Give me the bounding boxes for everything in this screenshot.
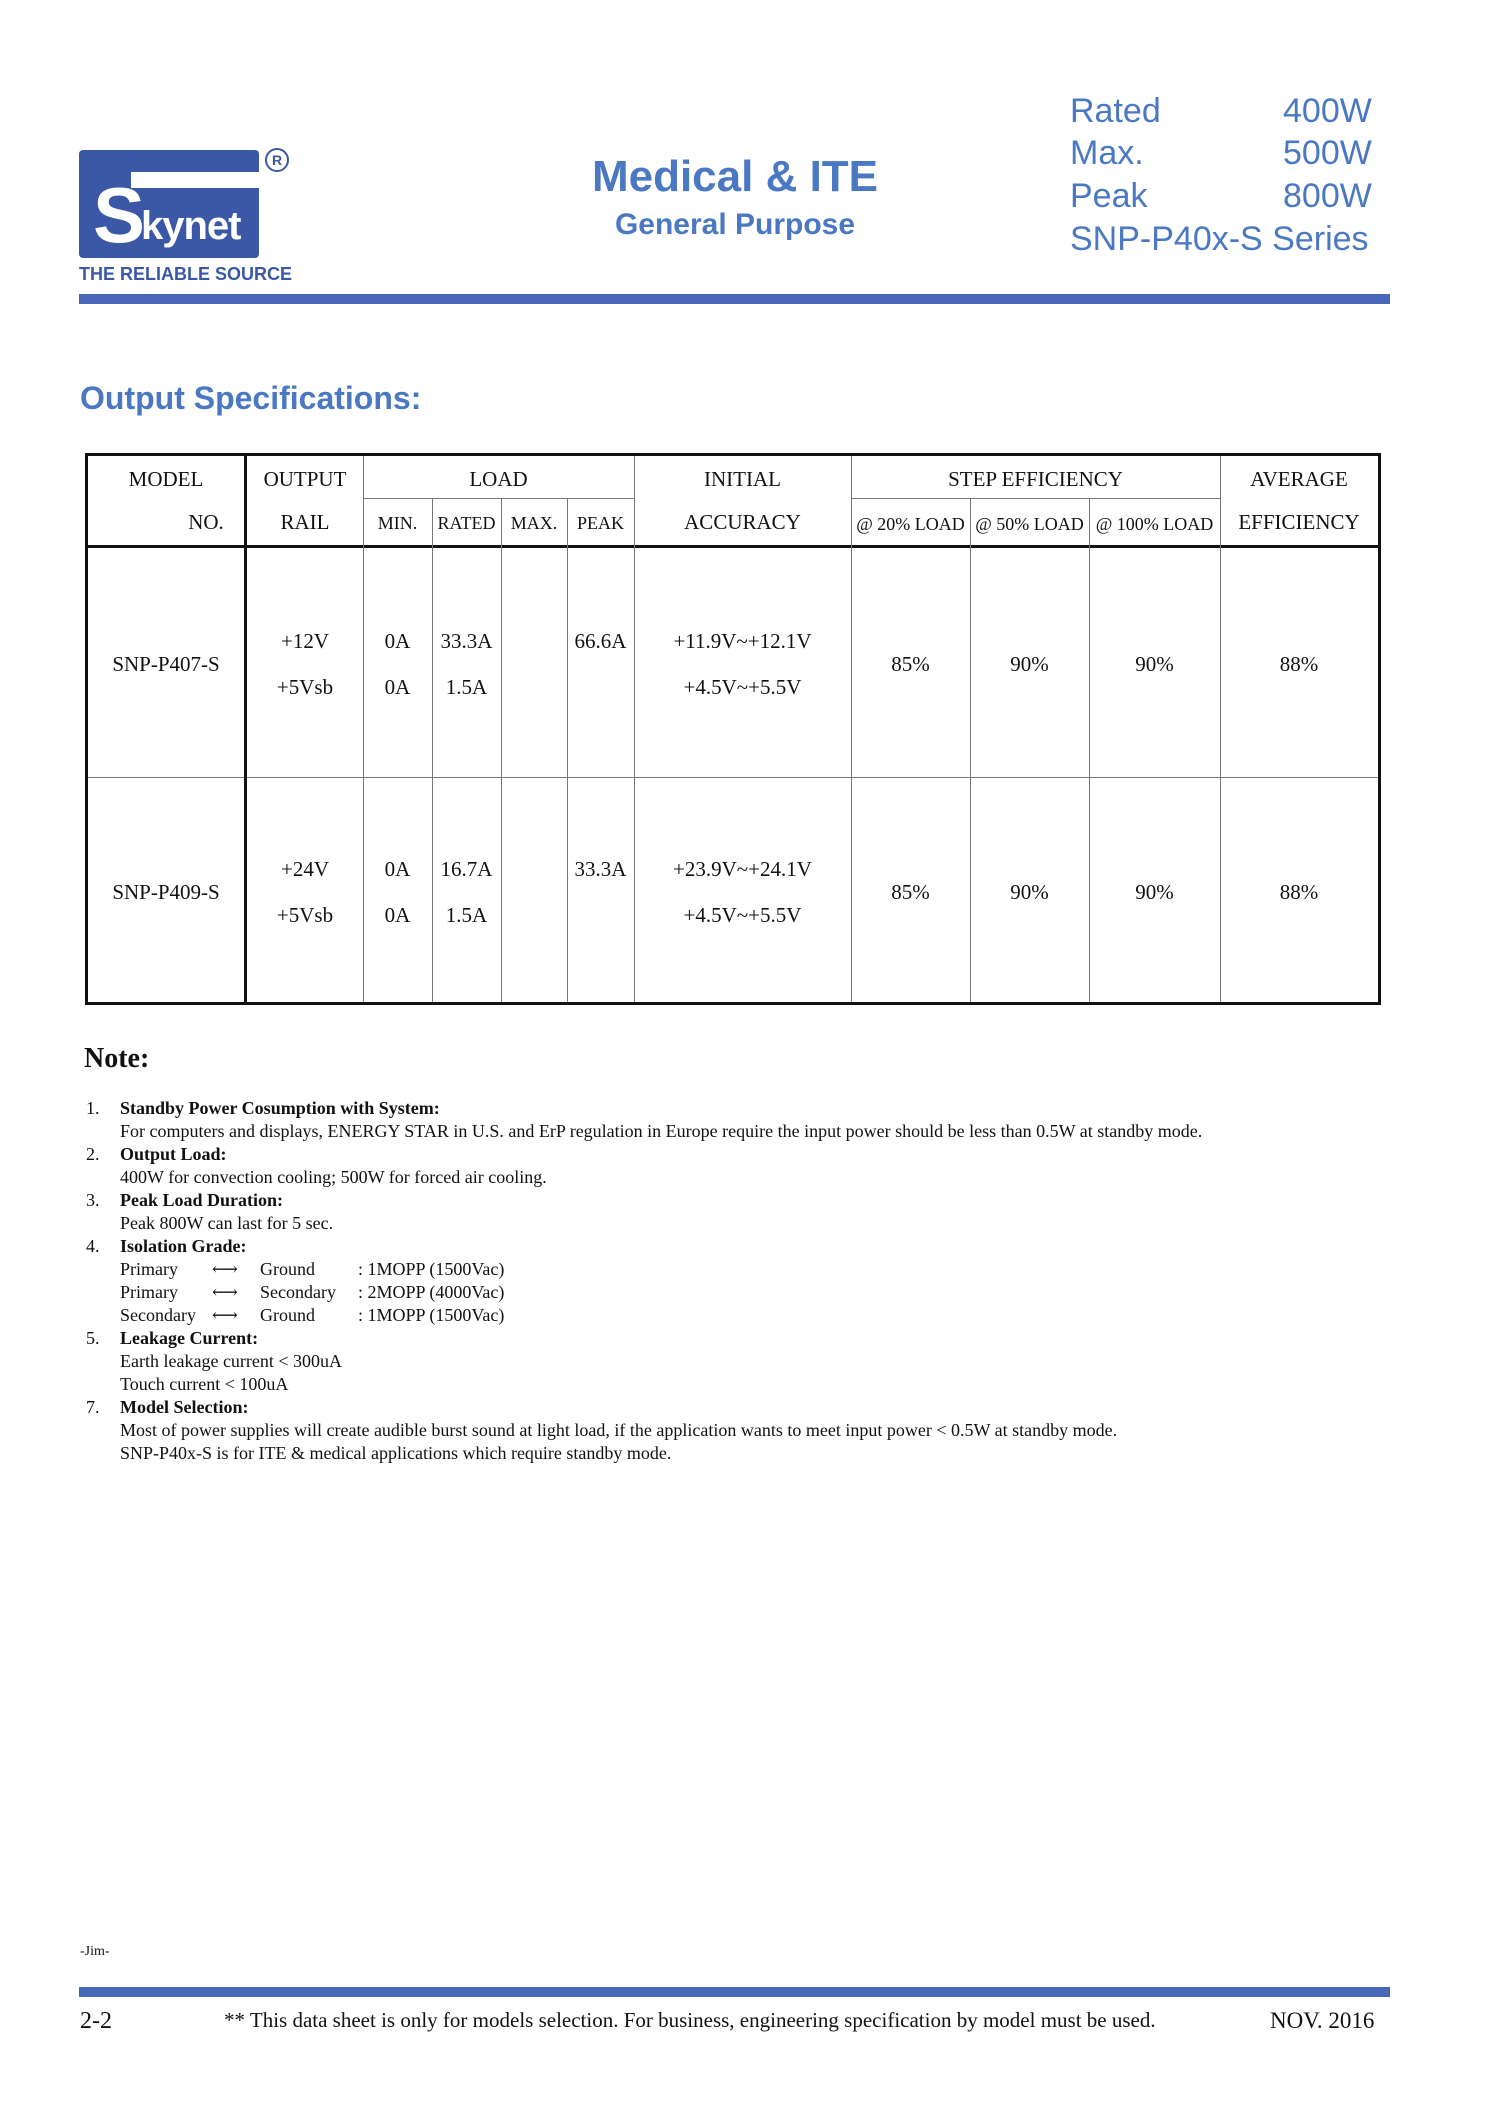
column-divider — [851, 456, 852, 1002]
header-eff-50: @ 50% LOAD — [975, 514, 1084, 534]
note-number: 1. — [86, 1098, 100, 1118]
logo-notch — [131, 172, 259, 188]
header-initial: INITIAL — [704, 467, 781, 491]
load-header-divider — [363, 498, 634, 499]
header-output: OUTPUT — [263, 467, 347, 491]
row-2-eff-50: 90% — [1010, 880, 1049, 904]
row-1-eff-100: 90% — [1135, 652, 1174, 676]
logo-wordmark: kynet — [141, 204, 241, 248]
step-header-divider — [851, 498, 1220, 499]
row-1-rated-2: 1.5A — [445, 675, 488, 699]
isolation-to: Ground — [260, 1305, 315, 1325]
header-min: MIN. — [377, 513, 418, 533]
isolation-from: Primary — [120, 1259, 178, 1279]
page-number: 2-2 — [80, 2008, 112, 2034]
row-2-average: 88% — [1279, 880, 1319, 904]
isolation-to: Secondary — [260, 1282, 336, 1302]
row-2-model: SNP-P409-S — [112, 880, 220, 904]
row-1-rail-1: +12V — [280, 629, 329, 653]
row-1-model: SNP-P407-S — [112, 652, 220, 676]
header-average: AVERAGE — [1250, 467, 1348, 491]
note-title: Model Selection: — [120, 1397, 249, 1417]
row-2-accuracy-1: +23.9V~+24.1V — [673, 857, 812, 881]
skynet-logo — [79, 150, 329, 290]
header-accuracy: ACCURACY — [684, 510, 801, 534]
row-2-rated-1: 16.7A — [440, 857, 493, 881]
section-title: Output Specifications: — [80, 380, 422, 416]
author-signature: -Jim- — [80, 1944, 110, 1959]
footer-divider — [79, 1987, 1390, 1997]
note-number: 5. — [86, 1328, 100, 1348]
row-2-accuracy-2: +4.5V~+5.5V — [683, 903, 802, 927]
note-title: Peak Load Duration: — [120, 1190, 284, 1210]
column-divider — [970, 498, 971, 1002]
note-text: Most of power supplies will create audible burst sound at light load, if the application wants to meet input power < 0.5W at standby mode. — [120, 1420, 1118, 1440]
column-divider — [1220, 456, 1221, 1002]
row-2-eff-20: 85% — [891, 880, 930, 904]
isolation-from: Primary — [120, 1282, 178, 1302]
note-text: 400W for convection cooling; 500W for forced air cooling. — [120, 1167, 547, 1187]
spec-peak-label: Peak — [1070, 177, 1148, 215]
row-1-accuracy-2: +4.5V~+5.5V — [683, 675, 802, 699]
isolation-rating: : 1MOPP (1500Vac) — [358, 1305, 505, 1325]
row-2-min-2: 0A — [384, 903, 411, 927]
isolation-row — [120, 1304, 1386, 1327]
note-number: 2. — [86, 1144, 100, 1164]
header-model-no: NO. — [188, 510, 224, 534]
note-number: 7. — [86, 1397, 100, 1417]
row-2-eff-100: 90% — [1135, 880, 1174, 904]
spec-max-label: Max. — [1070, 134, 1144, 172]
series-name: SNP-P40x-S Series — [1070, 220, 1369, 258]
header-max: MAX. — [510, 513, 558, 533]
row-2-rated-2: 1.5A — [445, 903, 488, 927]
column-divider — [432, 498, 433, 1002]
row-1-rail-2: +5Vsb — [276, 675, 334, 699]
row-2-peak-1: 33.3A — [574, 857, 627, 881]
header-eff-100: @ 100% LOAD — [1095, 514, 1214, 534]
note-item — [86, 1097, 1386, 1143]
notes-list — [86, 1097, 1386, 1465]
note-title: Standby Power Cosumption with System: — [120, 1098, 440, 1118]
note-item — [86, 1396, 1386, 1465]
isolation-row — [120, 1258, 1386, 1281]
note-text: Peak 800W can last for 5 sec. — [120, 1213, 334, 1233]
output-spec-table — [85, 453, 1381, 1005]
column-divider — [567, 498, 568, 1002]
row-1-accuracy-1: +11.9V~+12.1V — [673, 629, 812, 653]
double-arrow-icon: ⟷ — [212, 1305, 238, 1325]
row-1-eff-20: 85% — [891, 652, 930, 676]
note-number: 4. — [86, 1236, 100, 1256]
note-text: SNP-P40x-S is for ITE & medical applications which require standby mode. — [120, 1443, 672, 1463]
page-title: Medical & ITE — [591, 152, 879, 201]
isolation-rating: : 1MOPP (1500Vac) — [358, 1259, 505, 1279]
double-arrow-icon: ⟷ — [212, 1282, 238, 1302]
spec-max-value: 500W — [1283, 134, 1372, 172]
row-2-min-1: 0A — [384, 857, 411, 881]
spec-rated-value: 400W — [1283, 92, 1372, 130]
row-1-min-2: 0A — [384, 675, 411, 699]
isolation-to: Ground — [260, 1259, 315, 1279]
row-1-peak-1: 66.6A — [574, 629, 627, 653]
note-heading: Note: — [84, 1043, 150, 1074]
note-title: Isolation Grade: — [120, 1236, 247, 1256]
isolation-rating: : 2MOPP (4000Vac) — [358, 1282, 505, 1302]
note-item — [86, 1235, 1386, 1327]
header-efficiency: EFFICIENCY — [1238, 510, 1360, 534]
isolation-row — [120, 1281, 1386, 1304]
footer-date: NOV. 2016 — [1270, 2008, 1375, 2033]
row-1-min-1: 0A — [384, 629, 411, 653]
note-item — [86, 1327, 1386, 1396]
header-divider — [79, 294, 1390, 304]
row-1-average: 88% — [1279, 652, 1319, 676]
logo-letter: S — [93, 171, 146, 259]
row-2-rail-1: +24V — [280, 857, 329, 881]
double-arrow-icon: ⟷ — [212, 1259, 238, 1279]
header-step-efficiency: STEP EFFICIENCY — [948, 467, 1123, 491]
header-rail: RAIL — [280, 510, 330, 534]
row-1-eff-50: 90% — [1010, 652, 1049, 676]
note-text: Touch current < 100uA — [120, 1374, 289, 1394]
spec-peak-value: 800W — [1283, 177, 1372, 215]
column-divider — [501, 498, 502, 1002]
header-eff-20: @ 20% LOAD — [856, 514, 965, 534]
row-2-rail-2: +5Vsb — [276, 903, 334, 927]
note-item — [86, 1143, 1386, 1189]
row-divider — [88, 777, 1378, 778]
note-title: Leakage Current: — [120, 1328, 259, 1348]
note-text: Earth leakage current < 300uA — [120, 1351, 343, 1371]
header-model: MODEL — [128, 467, 204, 491]
header-bottom-border — [88, 545, 1378, 548]
note-number: 3. — [86, 1190, 100, 1210]
header-rated: RATED — [437, 513, 496, 533]
registered-icon: R — [265, 148, 289, 172]
note-title: Output Load: — [120, 1144, 227, 1164]
page-subtitle: General Purpose — [614, 208, 856, 241]
spec-rated-label: Rated — [1070, 92, 1161, 130]
header-load: LOAD — [469, 467, 528, 491]
column-divider — [1089, 498, 1090, 1002]
note-item — [86, 1189, 1386, 1235]
row-1-rated-1: 33.3A — [440, 629, 493, 653]
header-peak: PEAK — [576, 513, 624, 533]
note-text: For computers and displays, ENERGY STAR in U.S. and ErP regulation in Europe require the input power should be less than 0.5W at standby mode. — [120, 1121, 1203, 1141]
footer-disclaimer: ** This data sheet is only for models selection. For business, engineering specification by model must be used. — [224, 2008, 1156, 2032]
logo-tagline: THE RELIABLE SOURCE — [79, 264, 293, 284]
isolation-from: Secondary — [120, 1305, 196, 1325]
